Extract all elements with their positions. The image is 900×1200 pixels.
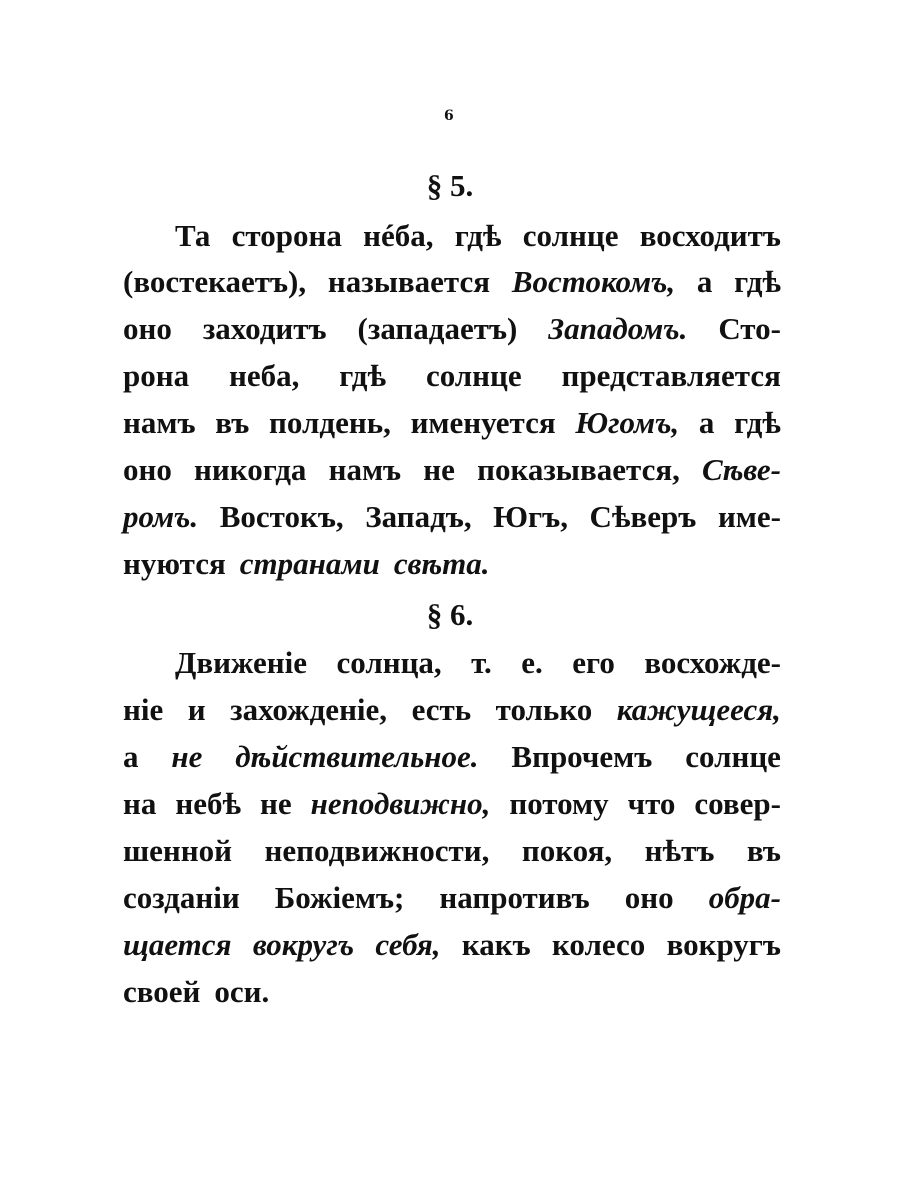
word: вокругъ [666,927,781,962]
word: оси. [214,974,270,1009]
emphasis-word: ромъ. [123,499,199,534]
word: солнца, [336,645,442,680]
emphasis-word: вокругъ [252,927,355,962]
emphasis-word: щается [123,927,232,962]
word: его [572,645,615,680]
word: что [627,786,676,821]
word: и [187,692,206,727]
word: оно [624,880,674,915]
word: заходитъ [202,311,327,346]
word: совер- [694,786,781,821]
section-5-heading: § 5. [426,168,474,203]
section-6-line-6 [123,880,781,920]
word: гдѣ [734,405,781,440]
word: неба, [228,358,300,393]
word: на [123,786,157,821]
emphasis-word: Югомъ, [575,405,680,440]
word: солнце [685,739,781,774]
word: Движеніе [175,645,307,680]
word: именуется [410,405,556,440]
emphasis-word: Востокомъ, [511,264,676,299]
word: покоя, [521,833,613,868]
word: не [423,452,455,487]
section-6-line-8 [123,974,781,1014]
word: потому [509,786,609,821]
word: восходитъ [639,218,781,253]
word: захожденіе, [230,692,388,727]
emphasis-word: себя, [375,927,441,962]
emphasis-word: Западомъ. [548,311,688,346]
word: Востокъ, [219,499,344,534]
word: созданіи [123,880,240,915]
page-number: 6 [444,108,454,124]
emphasis-word: странами [239,546,380,581]
section-6-line-2 [123,692,781,732]
word: показывается, [477,452,680,487]
word: никогда [194,452,307,487]
section-5-line-5 [123,405,781,445]
word: Сто- [718,311,781,346]
word: Югъ, [493,499,568,534]
word: не [260,786,292,821]
word: а [696,264,713,299]
word: называется [327,264,491,299]
word: оно [123,452,172,487]
emphasis-word: обра- [708,880,781,915]
emphasis-word: кажущееся, [616,692,781,727]
section-5-line-1 [175,218,781,258]
word: нуются [123,546,226,581]
emphasis-word: дѣйствительное. [235,739,479,774]
emphasis-word: свѣта. [393,546,490,581]
emphasis-word: не [171,739,203,774]
word: какъ [461,927,531,962]
section-6-line-7 [123,927,781,967]
word: Та [175,218,211,253]
word: представляется [561,358,781,393]
word: (западаетъ) [357,311,518,346]
word: солнце [425,358,522,393]
word: рона [123,358,190,393]
section-5-line-3 [123,311,781,351]
section-6-line-5 [123,833,781,873]
word: намъ [328,452,402,487]
section-5-line-6 [123,452,781,492]
word: солнце [522,218,619,253]
word: гдѣ [339,358,387,393]
section-6-heading: § 6. [426,597,474,632]
word: неподвижности, [264,833,490,868]
word: т. [471,645,492,680]
word: восхожде- [644,645,781,680]
word: намъ [123,405,196,440]
word: а [123,739,139,774]
section-6-line-3 [123,739,781,779]
section-5-line-4 [123,358,781,398]
word: сторона [231,218,342,253]
word: Сѣверъ [589,499,697,534]
word: напротивъ [439,880,590,915]
section-5-line-2 [123,264,781,304]
word: небѣ [175,786,242,821]
word: шенной [123,833,233,868]
word: только [495,692,593,727]
word: име- [717,499,781,534]
word: ніе [123,692,164,727]
word: гдѣ [734,264,781,299]
section-6-line-4 [123,786,781,826]
section-5-line-8 [123,546,781,586]
word: есть [411,692,472,727]
word: нéба, [363,218,434,253]
section-5-line-7 [123,499,781,539]
word: а [698,405,715,440]
word: колесо [551,927,646,962]
word: въ [215,405,250,440]
word: оно [123,311,172,346]
word: Божіемъ; [274,880,405,915]
emphasis-word: Сѣве- [702,452,781,487]
word: Впрочемъ [511,739,653,774]
word: Западъ, [365,499,472,534]
section-6-line-1 [175,645,781,685]
emphasis-word: неподвижно, [310,786,491,821]
word: своей [123,974,201,1009]
word: (востекаетъ), [123,264,307,299]
word: полдень, [269,405,391,440]
word: нѣтъ [644,833,715,868]
word: е. [521,645,543,680]
word: въ [746,833,781,868]
word: гдѣ [454,218,502,253]
